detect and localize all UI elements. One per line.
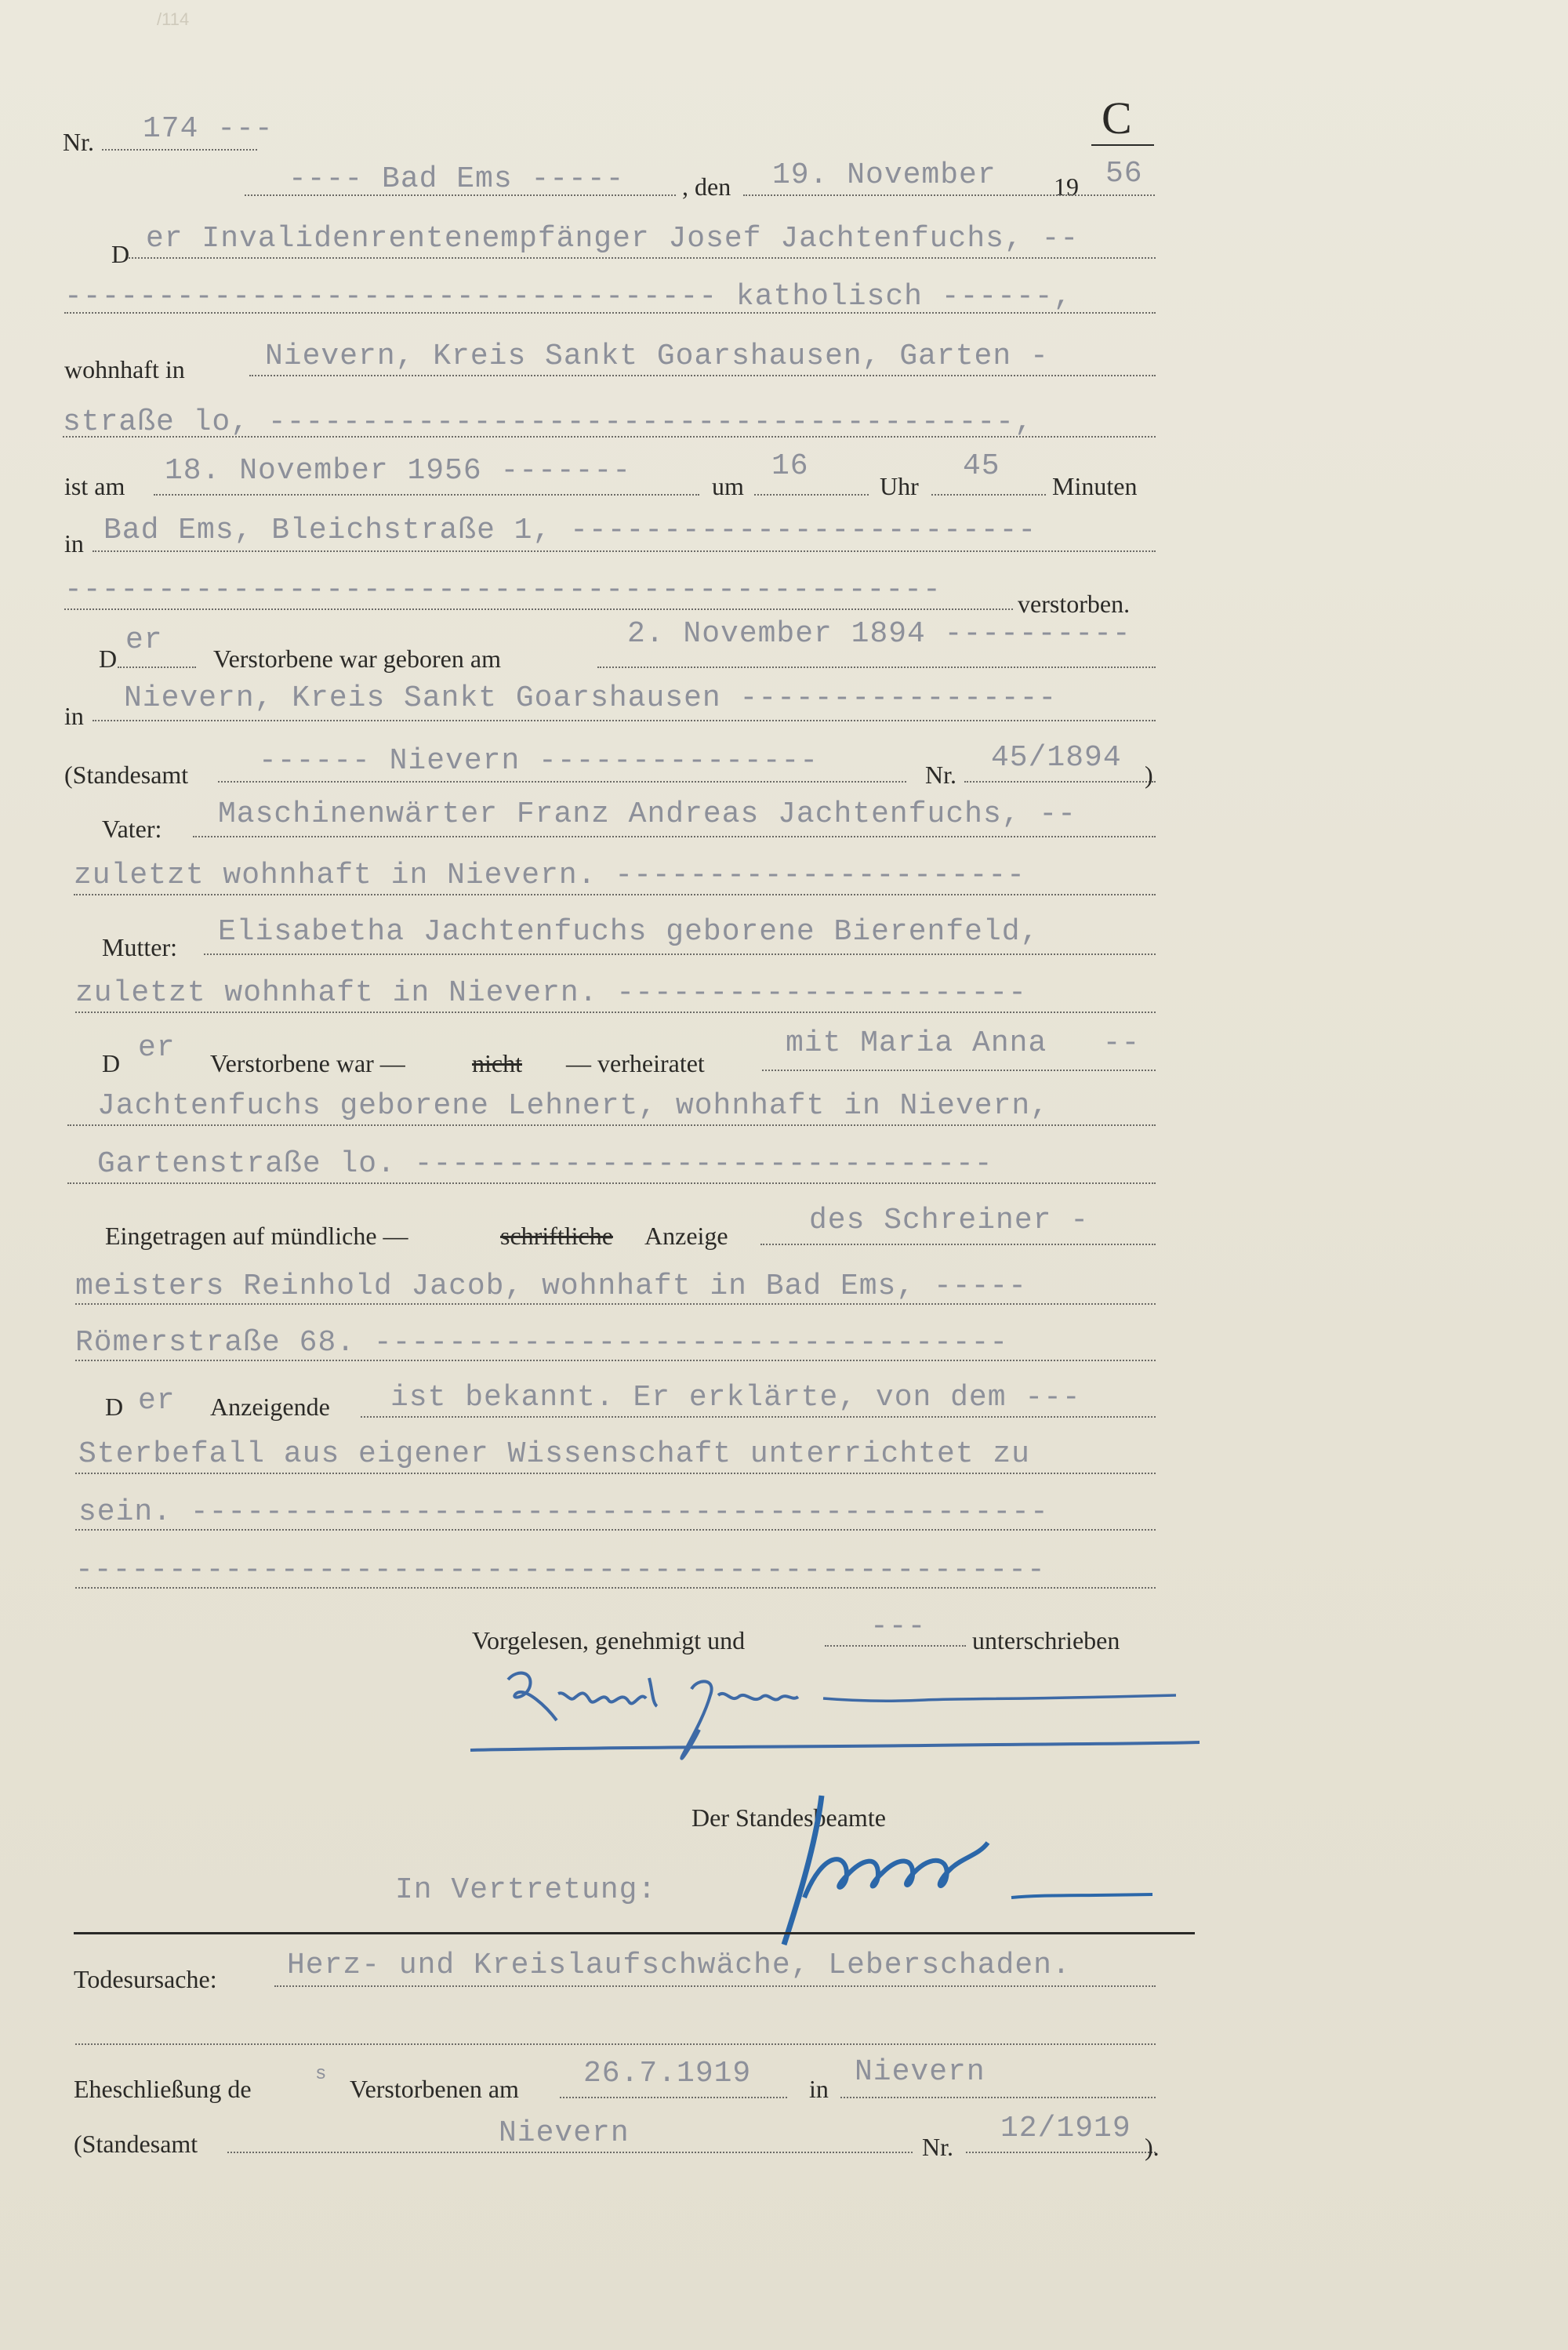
informant-signature: [455, 1654, 1207, 1772]
registrar-signature: [729, 1788, 1168, 1960]
place-value: ---- Bad Ems -----: [289, 162, 625, 196]
cause-of-death-label: Todesursache:: [74, 1965, 217, 1993]
approval-value: ---: [870, 1610, 927, 1644]
registrar-label: Der Standesbeamte: [691, 1803, 886, 1832]
marriage-label: Eheschließung de: [74, 2075, 252, 2103]
registry-office-label: (Standesamt: [64, 761, 189, 789]
registry-office-value: ------ Nievern ---------------: [259, 744, 819, 778]
marital-married-label: — verheiratet: [566, 1049, 705, 1077]
marital-label: Verstorbene war —: [210, 1049, 405, 1077]
residence-line1: Nievern, Kreis Sankt Goarshausen, Garten -: [265, 340, 1049, 373]
marriage-close-paren: ).: [1145, 2133, 1160, 2161]
separator-rule: [74, 1932, 1195, 1934]
informant-article-suffix: er: [138, 1384, 176, 1418]
marital-struck-word: nicht: [472, 1049, 522, 1077]
dotted-line: [75, 1529, 1156, 1531]
dotted-line: [75, 2043, 1156, 2045]
dotted-line: [204, 953, 1156, 955]
father-line1: Maschinenwärter Franz Andreas Jachtenfuchs, --: [218, 797, 1076, 831]
dotted-line: [760, 1244, 1156, 1245]
statement-line1: ist bekannt. Er erklärte, von dem ---: [390, 1381, 1081, 1415]
dotted-line: [93, 720, 1156, 721]
dotted-line: [762, 1070, 1156, 1071]
deceased-name-line1: er Invalidenrentenempfänger Josef Jachtenfuchs, --: [146, 222, 1080, 256]
death-hour-label: Uhr: [880, 472, 919, 500]
form-letter-underline: [1091, 144, 1154, 146]
marriage-number-label: Nr.: [922, 2133, 953, 2161]
dotted-line: [825, 1645, 966, 1647]
informant-article-prefix: D: [105, 1393, 124, 1421]
death-date-value: 18. November 1956 -------: [165, 454, 632, 488]
death-place-fill: -----------------------------------------------: [64, 573, 942, 607]
dotted-line: [75, 1360, 1156, 1361]
register-number-value: 174 ---: [143, 112, 274, 146]
dotted-line: [154, 494, 699, 496]
dotted-line: [227, 2152, 913, 2153]
statement-line2: Sterbefall aus eigener Wissenschaft unterrichtet zu: [78, 1437, 1030, 1471]
mother-label: Mutter:: [102, 933, 177, 961]
dotted-line: [218, 781, 906, 783]
dotted-line: [597, 666, 1156, 668]
registry-number-label: Nr.: [925, 761, 956, 789]
marriage-article-suffix: s: [315, 2064, 328, 2085]
informant-line3: Römerstraße 68. ----------------------------------: [75, 1326, 1009, 1360]
residence-label: wohnhaft in: [64, 355, 185, 383]
dotted-line: [75, 1587, 1156, 1589]
registrar-deputy-value: In Vertretung:: [395, 1873, 657, 1907]
dotted-line: [67, 1182, 1156, 1184]
marriage-registry-label: (Standesamt: [74, 2130, 198, 2158]
marriage-number-value: 12/1919: [1000, 2112, 1131, 2145]
mother-line1: Elisabetha Jachtenfuchs geborene Bierenfeld,: [218, 915, 1040, 949]
dotted-line: [75, 1012, 1156, 1013]
deceased-verb-label: verstorben.: [1018, 590, 1131, 618]
dotted-line: [964, 781, 1156, 783]
statement-fill-line: ----------------------------------------------------: [75, 1553, 1046, 1587]
form-letter: C: [1102, 93, 1132, 143]
dotted-line: [193, 836, 1156, 837]
dotted-line: [274, 1985, 1156, 1987]
birth-article-suffix: er: [125, 623, 163, 657]
dotted-line: [64, 608, 1013, 610]
cause-of-death-value: Herz- und Kreislaufschwäche, Leberschaden.: [287, 1949, 1071, 1982]
birth-label: Verstorbene war geboren am: [213, 645, 501, 673]
death-minute-label: Minuten: [1052, 472, 1138, 500]
dotted-line: [560, 2097, 787, 2098]
death-place-label: in: [64, 529, 84, 558]
marital-article-prefix: D: [102, 1049, 121, 1077]
approval-label: Vorgelesen, genehmigt und: [472, 1626, 746, 1654]
dotted-line: [743, 194, 1155, 196]
birth-place-value: Nievern, Kreis Sankt Goarshausen -----------------: [124, 681, 1058, 715]
register-number-label: Nr.: [63, 128, 94, 156]
marriage-date-value: 26.7.1919: [583, 2057, 752, 2090]
father-line2: zuletzt wohnhaft in Nievern. ----------------------: [74, 859, 1025, 892]
birth-article-prefix: D: [99, 645, 118, 673]
dotted-line: [64, 312, 1156, 314]
dotted-line: [966, 2152, 1156, 2153]
informant-label: Anzeigende: [210, 1393, 330, 1421]
residence-line2: straße lo, ----------------------------------------,: [63, 405, 1033, 439]
deceased-article-prefix: D: [111, 240, 130, 268]
marriage-deceased-label: Verstorbenen am: [350, 2075, 519, 2103]
death-minute-value: 45: [963, 449, 1000, 483]
marriage-place-value: Nievern: [855, 2055, 985, 2089]
father-label: Vater:: [102, 815, 162, 843]
birth-date-value: 2. November 1894 ----------: [627, 617, 1131, 651]
statement-line3: sein. ----------------------------------------------: [78, 1495, 1049, 1529]
registration-struck-word: schriftliche: [500, 1222, 613, 1250]
death-place-value: Bad Ems, Bleichstraße 1, -------------------------: [103, 514, 1037, 547]
deceased-name-line2: ----------------------------------- katholisch ------,: [64, 280, 1073, 314]
dotted-line: [102, 149, 257, 151]
dotted-line: [931, 494, 1046, 496]
dotted-line: [840, 2097, 1156, 2098]
dotted-line: [361, 1416, 1156, 1418]
dotted-line: [67, 1124, 1156, 1126]
spouse-line3: Gartenstraße lo. -------------------------------: [97, 1147, 993, 1181]
death-hour-prefix-label: um: [712, 472, 744, 500]
registration-notice-label: Anzeige: [644, 1222, 728, 1250]
spouse-line2: Jachtenfuchs geborene Lehnert, wohnhaft in Nievern,: [97, 1089, 1049, 1123]
birth-place-label: in: [64, 702, 84, 730]
marriage-registry-value: Nievern: [499, 2116, 630, 2150]
dotted-line: [75, 1473, 1156, 1474]
death-hour-value: 16: [771, 449, 809, 483]
date-value: 19. November: [772, 158, 996, 192]
dotted-line: [129, 257, 1156, 259]
pencil-mark: /114: [157, 9, 190, 29]
dotted-line: [63, 436, 1156, 438]
approval-signed-label: unterschrieben: [972, 1626, 1120, 1654]
mother-line2: zuletzt wohnhaft in Nievern. ----------------------: [75, 976, 1027, 1010]
dotted-line: [75, 1303, 1156, 1305]
dotted-line: [74, 894, 1156, 895]
dotted-line: [118, 666, 196, 668]
dotted-line: [245, 194, 676, 196]
dotted-line: [754, 494, 869, 496]
death-date-label: ist am: [64, 472, 125, 500]
year-prefix-label: 19: [1054, 173, 1079, 201]
registration-label: Eingetragen auf mündliche —: [105, 1222, 408, 1250]
year-suffix-value: 56: [1105, 157, 1143, 191]
registry-close-paren: ): [1145, 761, 1153, 789]
dotted-line: [249, 375, 1156, 376]
registry-number-value: 45/1894: [991, 741, 1122, 775]
date-separator-label: , den: [682, 173, 731, 201]
informant-line2: meisters Reinhold Jacob, wohnhaft in Bad Ems, -----: [75, 1269, 1027, 1303]
marital-article-suffix: er: [138, 1031, 176, 1065]
dotted-line: [93, 550, 1156, 552]
spouse-line1: mit Maria Anna --: [786, 1026, 1141, 1060]
informant-line1: des Schreiner -: [809, 1204, 1090, 1237]
marriage-place-label: in: [809, 2075, 829, 2103]
